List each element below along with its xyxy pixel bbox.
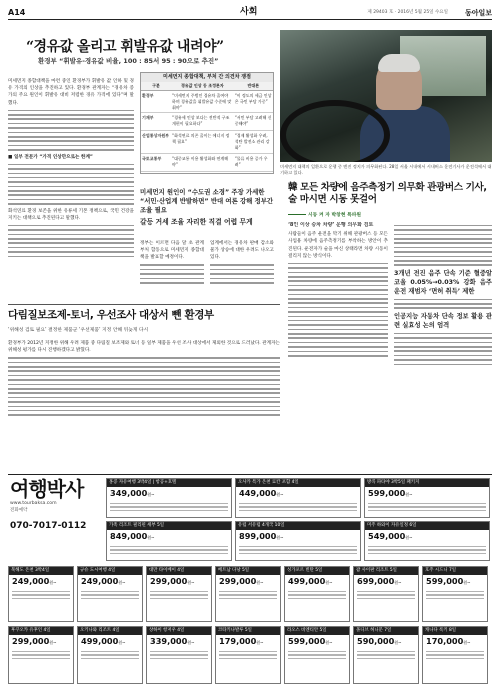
ad-title: 가족 리조트 필리핀 세부 5일 xyxy=(107,522,231,530)
table-header: 구분 xyxy=(141,82,171,90)
ad-price: 599,000원~ xyxy=(368,488,413,499)
ad-title: 북해도 온천 3박4일 xyxy=(9,567,73,575)
table-row-label: 환경부 xyxy=(141,91,171,113)
ad-title: 호주 시드니 7일 xyxy=(423,567,487,575)
ad-tile[interactable] xyxy=(77,566,143,622)
ad-title: 캐나다 록키 8일 xyxy=(423,627,487,635)
ad-price-unit: 원~ xyxy=(187,580,195,586)
table-cell: “화석연료 의존 줄이는 에너지 정책 필요” xyxy=(171,131,234,153)
ad-price-unit: 원~ xyxy=(463,640,471,646)
ad-tile[interactable] xyxy=(215,626,281,684)
pull-quote xyxy=(140,188,274,227)
ad-tile[interactable] xyxy=(77,626,143,684)
phone-number: 070-7017-0112 xyxy=(10,521,87,532)
article2-headline: 韓 모든 차량에 음주측정기 의무화 관광버스 기사, 술 마시면 시동 못걸어 xyxy=(288,182,487,205)
ad-price: 299,000원~ xyxy=(12,636,57,647)
article2-column-2 xyxy=(394,222,492,472)
ad-tile[interactable] xyxy=(235,521,361,561)
news-photo xyxy=(280,30,492,162)
table-header-row xyxy=(141,82,273,90)
ad-price-unit: 원~ xyxy=(256,580,264,586)
table-row xyxy=(141,113,273,131)
ad-tile[interactable] xyxy=(353,566,419,622)
ad-price-unit: 원~ xyxy=(276,535,284,541)
ad-title: 규슈 도시여행 4일 xyxy=(78,567,142,575)
ad-price: 849,000원~ xyxy=(110,531,155,542)
ad-price: 599,000원~ xyxy=(426,576,471,587)
table-cell: “경유세 인상 보다는 전반적 구조 개편이 필요하다” xyxy=(171,113,234,131)
article2-box-head: 3개년 전진 음주 단속 기준 혈중알코올 0.05%→0.03% 강화 음주운전 재범자 ‘면허 취득’ 제한 xyxy=(394,269,492,295)
article2-byline-text: 시동 켜 자 박창현 특파원 xyxy=(308,213,362,218)
article1-column-1 xyxy=(8,78,134,304)
ad-price: 299,000원~ xyxy=(150,576,195,587)
table-row xyxy=(141,131,273,153)
ad-tile[interactable] xyxy=(106,521,232,561)
table-row-label: 산업통상자원부 xyxy=(141,131,171,153)
article1-crosshead: ■ 일부 전문가 “가격 인상만으로는 한계” xyxy=(8,154,93,160)
ad-price-unit: 원~ xyxy=(187,640,195,646)
steering-wheel xyxy=(280,100,390,162)
table-cell: “서민 부담 고려해 신중해야” xyxy=(234,113,273,131)
issue-date: 제 29403 호 · 2016년 5월 25일 수요일 xyxy=(367,10,448,15)
article1-column-3 xyxy=(210,240,274,304)
ad-price-unit: 원~ xyxy=(463,580,471,586)
ad-tile[interactable] xyxy=(422,626,488,684)
ad-price-unit: 원~ xyxy=(147,535,155,541)
table-title: 미세먼지 종합대책, 부처 간 의견차 쟁점 xyxy=(141,73,273,82)
article2-box-head-2: 인공지능 자동차 단속 정보 활용 관련 실효성 논의 엄격 xyxy=(394,313,492,330)
ad-price: 349,000원~ xyxy=(110,488,155,499)
article1-headline: “경유값 올리고 휘발유값 내려야” xyxy=(26,39,224,55)
ad-price: 599,000원~ xyxy=(288,636,333,647)
ad-price-unit: 원~ xyxy=(325,640,333,646)
ad-price-unit: 원~ xyxy=(405,535,413,541)
photo-caption: 미세먼지 대책의 일환으로 운행 중 엔진 정지가 의무화된다. 28일 서울 시내에서 시내버스 운전기사가 운전석에서 대기하고 있다. xyxy=(280,164,492,175)
paper-name: 동아일보 xyxy=(464,9,492,17)
ad-tile[interactable] xyxy=(146,566,212,622)
ad-price: 179,000원~ xyxy=(219,636,264,647)
article2-byline xyxy=(288,213,361,220)
ad-price: 699,000원~ xyxy=(357,576,402,587)
article3-text: 환경부가 2012년 지정한 위해 우려 제품 중 다림질 보조제와 토너 등 일부 제품을 우선 조사 대상에서 제외한 것으로 드러났다. 관계자는 위해성 평가를 다시 진행하겠다고 밝혔다. xyxy=(8,341,280,354)
ad-tile[interactable] xyxy=(364,521,490,561)
table-row-label: 국토교통부 xyxy=(141,153,171,171)
page-number: A14 xyxy=(8,8,26,17)
article1-intro: 미세먼지 종합대책을 마련 중인 환경부가 휘발유 값 인하 및 경유 가격의 인상을 추진하고 있다. 환경부 관계자는 “경유차 증가의 주요 원인이 휘발유 대비 저렴한 경유 가격에 있다”며 말했다. xyxy=(8,79,134,106)
ad-tile[interactable] xyxy=(353,626,419,684)
ad-price: 449,000원~ xyxy=(239,488,284,499)
pull-quote-head: 갈등 거세 조율 자리한 직결 어렵 무게 xyxy=(140,218,253,226)
ad-price-unit: 원~ xyxy=(49,640,57,646)
table-cell: “물류 비용 증가 우려” xyxy=(234,153,273,171)
ad-tile[interactable] xyxy=(235,478,361,518)
ad-price: 549,000원~ xyxy=(368,531,413,542)
table-row xyxy=(141,91,273,113)
table-header: 반대론 xyxy=(234,82,273,90)
travel-agency-logo[interactable] xyxy=(10,478,102,556)
ad-price-unit: 원~ xyxy=(276,492,284,498)
article3-body xyxy=(8,340,280,470)
ad-price: 249,000원~ xyxy=(12,576,57,587)
ad-title: 라오스 비엔티안 5일 xyxy=(285,627,349,635)
ad-tile[interactable] xyxy=(106,478,232,518)
masthead xyxy=(8,6,492,20)
table-header: 경유값 인상 등 조정론자 xyxy=(171,82,234,90)
table-cell: “이 정도의 세금 인상은 국민 부담 가중” xyxy=(234,91,273,113)
ad-price: 499,000원~ xyxy=(288,576,333,587)
ad-tile[interactable] xyxy=(422,566,488,622)
pull-quote-text: 미세먼지 원인이 “수도권 소경” 주장 가세한 “서민·산업계 반발하면” 반대 여론 강해 정부간 조율 필요 xyxy=(140,188,274,214)
ad-price-unit: 원~ xyxy=(325,580,333,586)
ad-price-unit: 원~ xyxy=(118,640,126,646)
article1-column-2 xyxy=(140,240,204,304)
article2-column-1 xyxy=(288,222,388,472)
article3-headline: 다림질보조제-토너, 우선조사 대상서 뺀 환경부 xyxy=(8,309,214,321)
ad-price-unit: 원~ xyxy=(118,580,126,586)
article1-subheadline: 환경부 “휘발유-경유값 비율, 100 : 85서 95 : 90으로 추진” xyxy=(38,57,219,65)
ad-price: 249,000원~ xyxy=(81,576,126,587)
ad-price-unit: 원~ xyxy=(405,492,413,498)
table-cell: “대중교통 이용 활성화와 연계해야” xyxy=(171,153,234,171)
ad-price-unit: 원~ xyxy=(147,492,155,498)
article3-subhead: ‘위해성 검토 필요’ 결정한 제품군 ‘우선제품’ 지정 안해 뒤늦게 다시 xyxy=(8,328,149,333)
ad-price-unit: 원~ xyxy=(394,580,402,586)
ad-price: 590,000원~ xyxy=(357,636,402,647)
article1-body-2: 정부는 이르면 다음 달 초 관계부처 합동으로 미세먼지 종합대책을 발표할 예정이다. xyxy=(140,241,204,261)
ad-title: 유럽 서유럽 4개국 10일 xyxy=(236,522,360,530)
ad-tile[interactable] xyxy=(284,566,350,622)
article2-body: 사람들이 음주 운전을 막기 위해 관광버스 등 모든 사업용 차량에 음주측정기를 부착하는 방안이 추진된다. 운전자가 술을 마신 상태라면 차량 시동이 걸리지 않는 방식이다. xyxy=(288,232,388,259)
ad-title: 괌 사이판 리조트 5일 xyxy=(354,567,418,575)
ad-title: 베트남 다낭 5일 xyxy=(216,567,280,575)
ad-tile[interactable] xyxy=(8,626,74,684)
section-title: 사회 xyxy=(240,7,258,17)
ad-title: 방콕 파타야 3박5일 패키지 xyxy=(365,479,489,487)
ad-price: 339,000원~ xyxy=(150,636,195,647)
ad-title: 후쿠오카 유후인 4일 xyxy=(9,627,73,635)
article2-subhead: ‘8인 이상 승차 차량’ 운행 의무화 검토 xyxy=(288,222,374,228)
ad-title: 상하이 항저우 4일 xyxy=(147,627,211,635)
ad-price-unit: 원~ xyxy=(256,640,264,646)
table-cell: “경제 활성화 우려, 석탄 발전소 관리 강화” xyxy=(234,131,273,153)
ad-price: 499,000원~ xyxy=(81,636,126,647)
divider xyxy=(8,304,280,305)
ad-tile[interactable] xyxy=(146,626,212,684)
ad-title: 미주 하와이 자유일정 6일 xyxy=(365,522,489,530)
ad-tile[interactable] xyxy=(284,626,350,684)
ad-title: 홍콩 자유여행 3박4일 | 항공+호텔 xyxy=(107,479,231,487)
ad-title: 오사카 특가 온천 료칸 포함 4일 xyxy=(236,479,360,487)
logo-mark: 여행박사 xyxy=(10,477,84,501)
ad-price-unit: 원~ xyxy=(394,640,402,646)
article1-body-3: 업계에서는 경유차 판매 감소와 물가 상승에 대한 우려도 나오고 있다. xyxy=(210,241,274,261)
logo-website: www.tourbaksa.com xyxy=(10,501,57,506)
ad-title: 오키나와 리조트 4일 xyxy=(78,627,142,635)
ad-title: 대만 타이베이 4일 xyxy=(147,567,211,575)
table-cell: “미세먼지 주범인 경유차 줄여야 하며 경유값을 휘발유값 수준에 맞춰야” xyxy=(171,91,234,113)
ad-tile[interactable] xyxy=(8,566,74,622)
article1-body-1: 화석연료 환경 보존을 위한 유류세 기본 정책으로, 국민 건강을 지키는 대책으로 추진된다고 말했다. xyxy=(8,208,134,221)
ad-tile[interactable] xyxy=(364,478,490,518)
driver-hair xyxy=(378,54,420,72)
ad-title: 싱가포르 빈탄 5일 xyxy=(285,567,349,575)
ad-title: 몰디브 허니문 7일 xyxy=(354,627,418,635)
table-row-label: 기재부 xyxy=(141,113,171,131)
phone-label: 전화예약 xyxy=(10,507,28,513)
ad-price: 170,000원~ xyxy=(426,636,471,647)
ad-tile[interactable] xyxy=(215,566,281,622)
ad-price-unit: 원~ xyxy=(49,580,57,586)
table-row xyxy=(141,153,273,171)
policy-comparison-table xyxy=(140,72,274,174)
ad-title: 코타키나발루 5일 xyxy=(216,627,280,635)
ad-price: 299,000원~ xyxy=(219,576,264,587)
ad-price: 899,000원~ xyxy=(239,531,284,542)
